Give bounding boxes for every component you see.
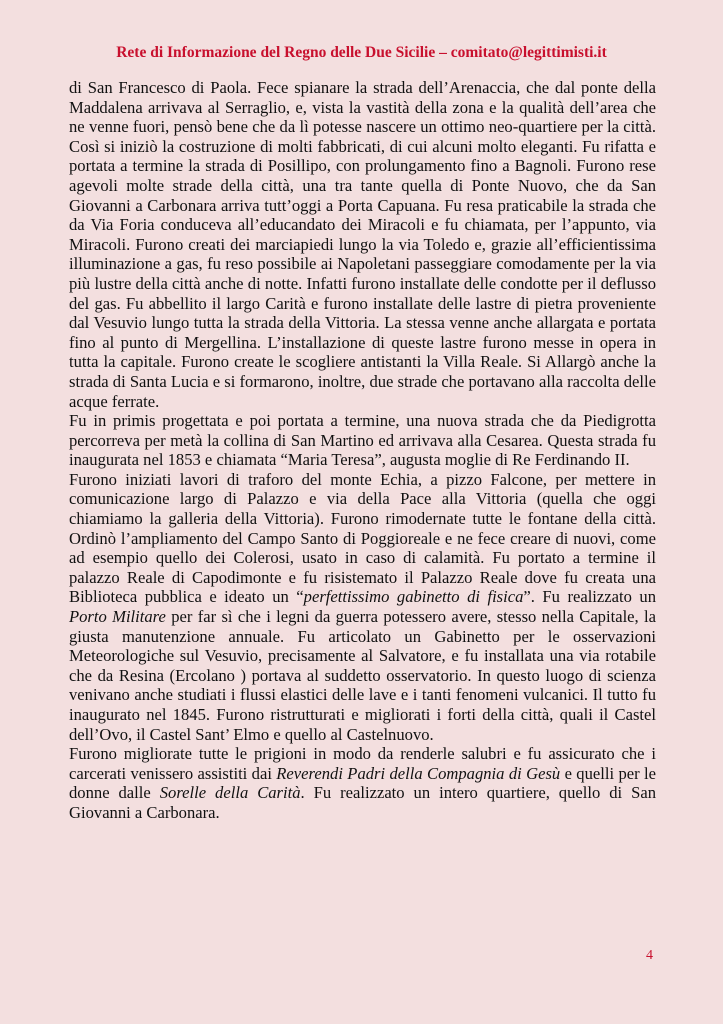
text-segment: ”. Fu realizzato un	[523, 587, 657, 607]
italic-text: perfettissimo gabinetto di fisica	[303, 587, 524, 607]
paragraph	[69, 470, 656, 744]
text-segment: Furono iniziati lavori di traforo del monte Echia, a pizzo Falcone, per mettere in comunicazione largo di Palazzo e via della Pace alla Vittoria (quella che oggi chiamiamo la galleria della Vittoria). Furono rimodernate tutte le fontane della città. Ordinò l’ampliamento del Campo Santo di Poggioreale e ne fece creare di nuovi, come ad esempio quello dei Colerosi, usato in caso di calamità. Fu portato a termine il palazzo Reale di Capodimonte e fu risistemato il Palazzo Reale dove fu creata una Biblioteca pubblica e ideato un “	[69, 469, 656, 607]
italic-text: Reverendi Padri della Compagnia di Gesù	[276, 763, 561, 783]
paragraph	[69, 744, 656, 822]
text-segment: Furono migliorate tutte le prigioni in modo da renderle salubri e fu assicurato che i carcerati venissero assistiti dai	[69, 744, 656, 783]
text-segment: Fu in primis progettata e poi portata a termine, una nuova strada che da Piedigrotta percorreva per metà la collina di San Martino ed arrivava alla Cesarea. Questa strada fu inaugurata nel 1853 e chiamata “Maria Teresa”, augusta moglie di Re Ferdinando II.	[69, 411, 656, 470]
paragraph	[69, 78, 656, 411]
body-text	[69, 78, 656, 823]
paragraph	[69, 411, 656, 470]
page-header: Rete di Informazione del Regno delle Due Sicilie – comitato@legittimisti.it	[116, 44, 607, 61]
text-segment: per far sì che i legni da guerra potessero avere, stesso nella Capitale, la giusta manutenzione annuale. Fu articolato un Gabinetto per le osservazioni Meteorologiche sul Vesuvio, precisamente al Salvatore, e fu installata una via rotabile che da Resina (Ercolano ) portava al suddetto osservatorio. In questo luogo di scienza venivano anche studiati i flussi elastici delle lave e i tanti fenomeni vulcanici. Il tutto fu inaugurato nel 1845. Furono ristrutturati e migliorati i forti della città, quali il Castel dell’Ovo, il Castel Sant’ Elmo e quello al Castelnuovo.	[69, 607, 656, 744]
text-segment: di San Francesco di Paola. Fece spianare la strada dell’Arenaccia, che dal ponte della Maddalena arrivava al Serraglio, e, vista la vastità della zona e la qualità dell’area che ne venne fuori, pensò bene che da lì potesse nascere un ottimo neo-quartiere per la città. Così si iniziò la costruzione di molti fabbricati, di cui alcuni molto eleganti. Fu rifatta e portata a termine la strada di Posillipo, con prolungamento fino a Bagnoli. Furono rese agevoli molte strade della città, una tra tante quella di Ponte Nuovo, che da San Giovanni a Carbonara arriva tutt’oggi a Porta Capuana. Fu resa praticabile la strada che da Via Foria conduceva all’educandato dei Miracoli e fu chiamata, per l’appunto, via Miracoli. Furono creati dei marciapiedi lungo la via Toledo e, grazie all’efficientissima illuminazione a gas, fu reso possibile ai Napoletani passeggiare comodamente per la via più lustre della città anche di notte. Infatti furono installate delle condotte per il deflusso del gas. Fu abbellito il largo Carità e furono installate delle lastre di pietra proveniente dal Vesuvio lungo tutta la strada della Vittoria. La stessa venne anche allargata e portata fino al punto di Mergellina. L’installazione di queste lastre furono messe in opera in tutta la capitale. Furono create le scogliere antistanti la Villa Reale. Si Allargò anche la strada di Santa Lucia e si formarono, inoltre, due strade che portavano alla raccolta delle acque ferrate.	[69, 78, 656, 411]
italic-text: Sorelle della Carità	[159, 783, 301, 803]
italic-text: Porto Militare	[69, 607, 166, 627]
text-segment: . Fu realizzato un intero quartiere, quello di San Giovanni a Carbonara.	[69, 783, 656, 822]
page-number: 4	[646, 948, 653, 963]
text-segment: e quelli per le donne dalle	[69, 763, 656, 803]
